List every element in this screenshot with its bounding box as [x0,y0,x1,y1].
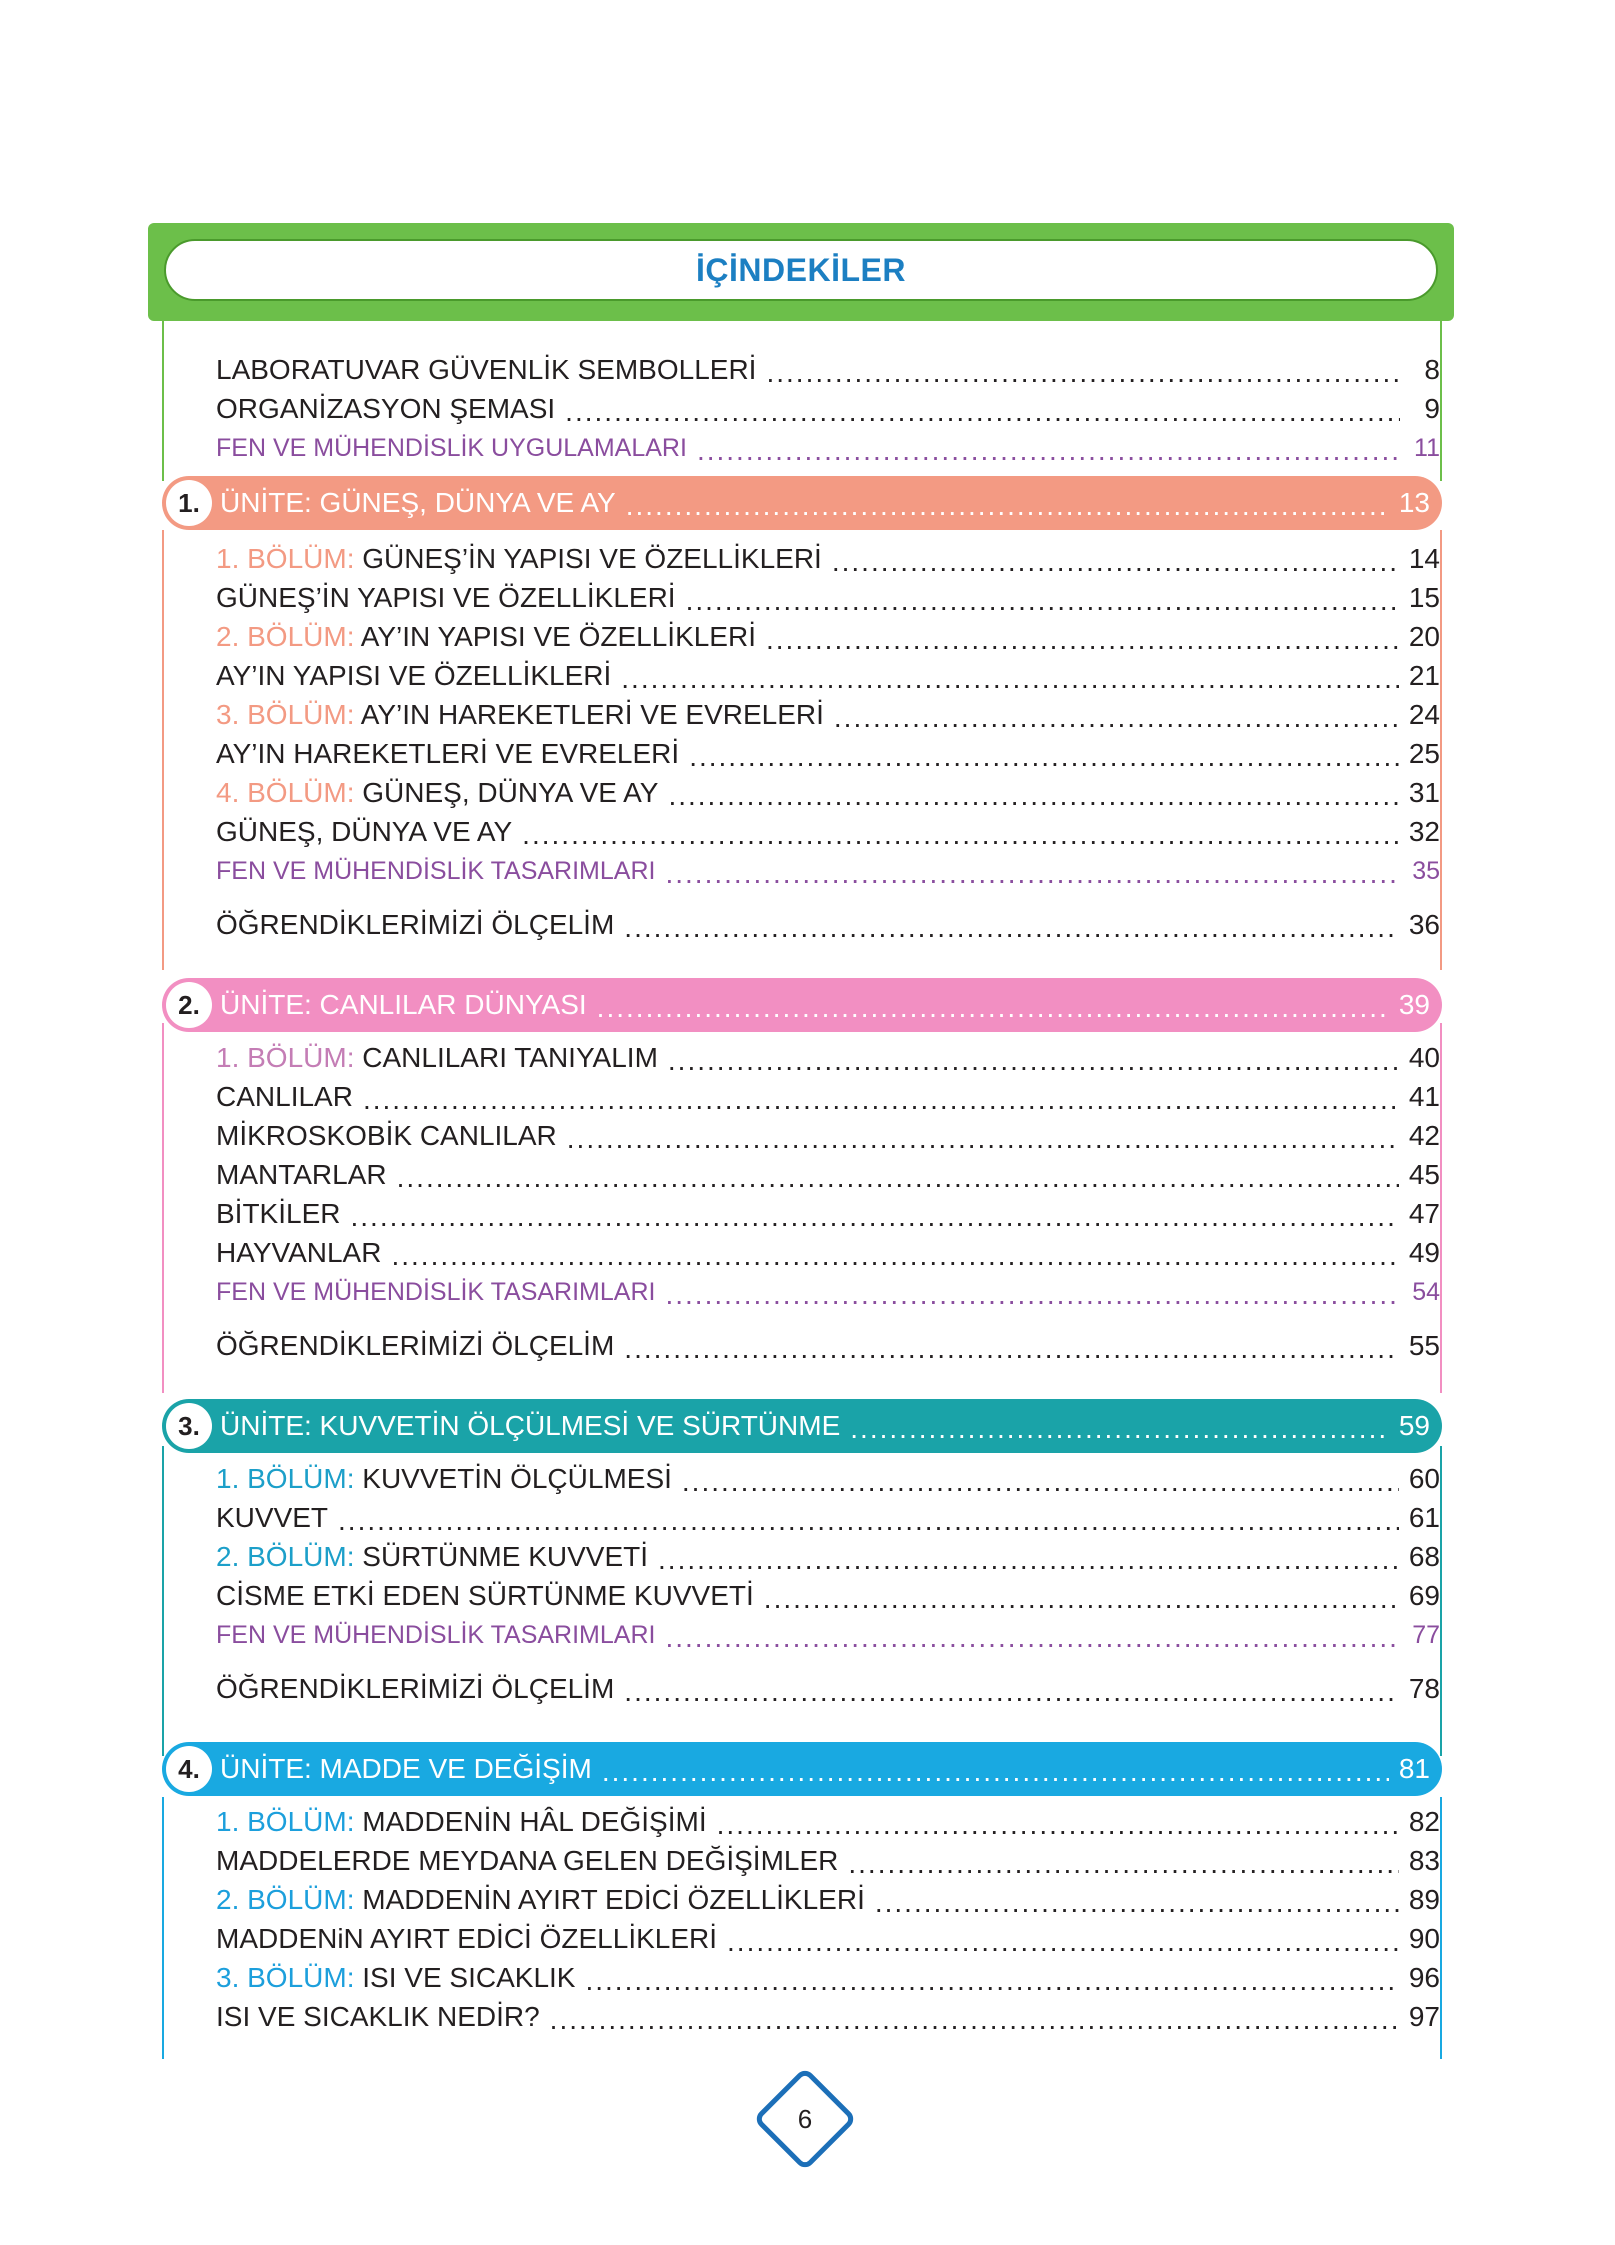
dot-leader [597,990,1389,1020]
entry-page: 11 [1414,433,1440,462]
entry-label [216,1463,672,1495]
dot-leader [727,1923,1399,1955]
entry-label: AY’IN HAREKETLERİ VE EVRELERİ [216,738,680,769]
dot-leader [567,1120,1399,1152]
dot-leader [668,777,1398,809]
entry-page: 89 [1408,1884,1440,1915]
entry-page: 69 [1408,1580,1440,1611]
toc-entry[interactable] [216,774,1440,812]
frame-right-unit4 [1440,1797,1442,2059]
toc-entry[interactable] [216,1273,1440,1311]
entry-text: MADDENİN HÂL DEĞİŞİMİ [362,1806,707,1837]
entry-label [216,543,822,575]
entry-page: 47 [1408,1198,1440,1229]
toc-entry[interactable] [216,1881,1440,1919]
unit-page: 59 [1398,1410,1430,1441]
entry-label: MADDENiN AYIRT EDİCİ ÖZELLİKLERİ [216,1923,718,1954]
dot-leader [602,1754,1389,1784]
dot-leader [689,738,1399,770]
entry-label: FEN VE MÜHENDİSLİK TASARIMLARI [216,1277,656,1306]
toc-entry[interactable] [216,1842,1440,1880]
unit-title: ÜNİTE: MADDE VE DEĞİŞİM [220,1753,592,1784]
toc-entry[interactable] [216,618,1440,656]
toc-entry[interactable] [216,735,1440,773]
dot-leader [565,393,1400,425]
toc-entry[interactable] [216,906,1440,944]
unit-number-badge: 4. [166,1746,212,1792]
unit-header-1[interactable] [162,476,1442,530]
toc-entry[interactable] [216,351,1440,389]
dot-leader [658,1541,1399,1573]
section-prefix: 1. BÖLÜM: [216,543,355,574]
entry-label: CANLILAR [216,1081,353,1112]
entry-page: 20 [1408,621,1440,652]
toc-entry[interactable] [216,540,1440,578]
entry-page: 60 [1408,1463,1440,1494]
page-title: İÇİNDEKİLER [696,251,906,288]
entry-page: 31 [1408,777,1440,808]
entry-label: CİSME ETKİ EDEN SÜRTÜNME KUVVETİ [216,1580,754,1611]
entry-label [216,1042,658,1074]
entry-label [216,777,658,809]
toc-entry[interactable] [216,1803,1440,1841]
entry-label: BİTKİLER [216,1198,341,1229]
toc-entry[interactable] [216,1920,1440,1958]
unit-page: 39 [1398,989,1430,1020]
entry-page: 8 [1424,354,1440,385]
entry-label: ÖĞRENDİKLERİMİZİ ÖLÇELİM [216,1673,615,1704]
entry-page: 78 [1408,1673,1440,1704]
entry-page: 90 [1408,1923,1440,1954]
dot-leader [585,1962,1398,1994]
entry-page: 15 [1408,582,1440,613]
entry-label: LABORATUVAR GÜVENLİK SEMBOLLERİ [216,354,757,385]
toc-entry[interactable] [216,657,1440,695]
unit-title: ÜNİTE: KUVVETİN ÖLÇÜLMESİ VE SÜRTÜNME [220,1410,841,1441]
toc-entry[interactable] [216,1616,1440,1654]
frame-left-unit4 [162,1797,164,2059]
frame-right-unit1 [1440,530,1442,970]
toc-entry[interactable] [216,1234,1440,1272]
toc-entry[interactable] [216,1117,1440,1155]
entry-page: 25 [1408,738,1440,769]
page-number: 6 [797,2103,813,2134]
entry-page: 54 [1412,1277,1440,1306]
entry-text: AY’IN YAPISI VE ÖZELLİKLERİ [360,621,756,652]
dot-leader [624,909,1399,941]
toc-entry[interactable] [216,1195,1440,1233]
dot-leader [350,1198,1398,1230]
section-prefix: 3. BÖLÜM: [216,699,355,730]
entry-label: MADDELERDE MEYDANA GELEN DEĞİŞİMLER [216,1845,839,1876]
toc-entry[interactable] [216,813,1440,851]
unit-title: ÜNİTE: GÜNEŞ, DÜNYA VE AY [220,487,616,518]
entry-page: 83 [1408,1845,1440,1876]
entry-text: ISI VE SICAKLIK [362,1962,576,1993]
toc-entry[interactable] [216,1039,1440,1077]
title-pill [164,239,1438,301]
entry-page: 21 [1408,660,1440,691]
entry-page: 55 [1408,1330,1440,1361]
dot-leader [391,1237,1398,1269]
dot-leader [621,660,1399,692]
entry-page: 24 [1408,699,1440,730]
section-prefix: 2. BÖLÜM: [216,1541,355,1572]
frame-left-intro [162,321,164,481]
entry-page: 40 [1408,1042,1440,1073]
entry-page: 97 [1408,2001,1440,2032]
entry-page: 36 [1408,909,1440,940]
dot-leader [665,855,1400,887]
toc-entry[interactable] [216,1998,1440,2036]
entry-label: AY’IN YAPISI VE ÖZELLİKLERİ [216,660,612,691]
frame-left-unit3 [162,1446,164,1756]
frame-right-unit2 [1440,1023,1442,1393]
dot-leader [665,1619,1400,1651]
toc-entry[interactable] [216,1460,1440,1498]
toc-entry[interactable] [216,429,1440,467]
entry-label: ISI VE SICAKLIK NEDİR? [216,2001,540,2032]
entry-label: FEN VE MÜHENDİSLİK UYGULAMALARI [216,433,687,462]
toc-entry[interactable] [216,390,1440,428]
toc-entry[interactable] [216,1499,1440,1537]
entry-label [216,699,824,731]
unit-header-4[interactable] [162,1742,1442,1796]
unit-number-badge: 1. [166,480,212,526]
section-prefix: 4. BÖLÜM: [216,777,355,808]
toc-entry[interactable] [216,1156,1440,1194]
entry-text: SÜRTÜNME KUVVETİ [362,1541,649,1572]
dot-leader [766,621,1399,653]
entry-label: FEN VE MÜHENDİSLİK TASARIMLARI [216,856,656,885]
dot-leader [848,1845,1398,1877]
dot-leader [626,488,1389,518]
entry-label [216,1806,707,1838]
entry-label: GÜNEŞ, DÜNYA VE AY [216,816,513,847]
dot-leader [766,354,1400,386]
unit-title: ÜNİTE: CANLILAR DÜNYASI [220,989,587,1020]
toc-entry[interactable] [216,852,1440,890]
frame-right-unit3 [1440,1446,1442,1756]
section-prefix: 1. BÖLÜM: [216,1463,355,1494]
dot-leader [338,1502,1399,1534]
entry-page: 42 [1408,1120,1440,1151]
entry-label [216,1962,575,1994]
entry-text: MADDENİN AYIRT EDİCİ ÖZELLİKLERİ [362,1884,865,1915]
toc-entry[interactable] [216,1538,1440,1576]
dot-leader [717,1806,1399,1838]
unit-header-2[interactable] [162,978,1442,1032]
entry-label: KUVVET [216,1502,329,1533]
entry-label: ÖĞRENDİKLERİMİZİ ÖLÇELİM [216,1330,615,1361]
section-prefix: 1. BÖLÜM: [216,1806,355,1837]
frame-right-intro [1440,321,1442,481]
entry-page: 61 [1408,1502,1440,1533]
dot-leader [665,1276,1400,1308]
dot-leader [397,1159,1399,1191]
dot-leader [850,1411,1389,1441]
frame-left-unit2 [162,1023,164,1393]
entry-page: 82 [1408,1806,1440,1837]
entry-label [216,621,756,653]
entry-page: 45 [1408,1159,1440,1190]
header-banner [148,223,1454,321]
toc-entry[interactable] [216,1959,1440,1997]
entry-text: AY’IN HAREKETLERİ VE EVRELERİ [360,699,824,730]
entry-label: FEN VE MÜHENDİSLİK TASARIMLARI [216,1620,656,1649]
entry-label: MANTARLAR [216,1159,387,1190]
entry-text: KUVVETİN ÖLÇÜLMESİ [362,1463,672,1494]
unit-header-3[interactable] [162,1399,1442,1453]
dot-leader [697,432,1400,464]
entry-text: GÜNEŞ, DÜNYA VE AY [362,777,659,808]
entry-label [216,1884,865,1916]
toc-entry[interactable] [216,579,1440,617]
toc-entry[interactable] [216,696,1440,734]
dot-leader [624,1673,1399,1705]
entry-page: 14 [1408,543,1440,574]
unit-page: 81 [1398,1753,1430,1784]
dot-leader [668,1042,1399,1074]
section-prefix: 2. BÖLÜM: [216,621,355,652]
dot-leader [550,2001,1399,2033]
toc-entry[interactable] [216,1577,1440,1615]
entry-label: GÜNEŞ’İN YAPISI VE ÖZELLİKLERİ [216,582,676,613]
entry-label: MİKROSKOBİK CANLILAR [216,1120,557,1151]
entry-page: 77 [1412,1620,1440,1649]
entry-page: 35 [1412,856,1440,885]
entry-label: HAYVANLAR [216,1237,382,1268]
unit-number-badge: 2. [166,982,212,1028]
dot-leader [686,582,1399,614]
toc-entry[interactable] [216,1078,1440,1116]
dot-leader [363,1081,1399,1113]
dot-leader [682,1463,1399,1495]
dot-leader [522,816,1399,848]
entry-page: 9 [1424,393,1440,424]
entry-label [216,1541,648,1573]
frame-left-unit1 [162,530,164,970]
unit-number-badge: 3. [166,1403,212,1449]
toc-entry[interactable] [216,1670,1440,1708]
entry-page: 96 [1408,1962,1440,1993]
entry-page: 32 [1408,816,1440,847]
section-prefix: 2. BÖLÜM: [216,1884,355,1915]
dot-leader [624,1330,1399,1362]
dot-leader [832,543,1399,575]
dot-leader [834,699,1399,731]
dot-leader [764,1580,1399,1612]
entry-label: ORGANİZASYON ŞEMASI [216,393,556,424]
entry-page: 68 [1408,1541,1440,1572]
entry-text: CANLILARI TANIYALIM [362,1042,658,1073]
toc-entry[interactable] [216,1327,1440,1365]
section-prefix: 1. BÖLÜM: [216,1042,355,1073]
unit-page: 13 [1398,487,1430,518]
entry-page: 41 [1408,1081,1440,1112]
entry-label: ÖĞRENDİKLERİMİZİ ÖLÇELİM [216,909,615,940]
section-prefix: 3. BÖLÜM: [216,1962,355,1993]
dot-leader [875,1884,1399,1916]
entry-text: GÜNEŞ’İN YAPISI VE ÖZELLİKLERİ [362,543,822,574]
entry-page: 49 [1408,1237,1440,1268]
